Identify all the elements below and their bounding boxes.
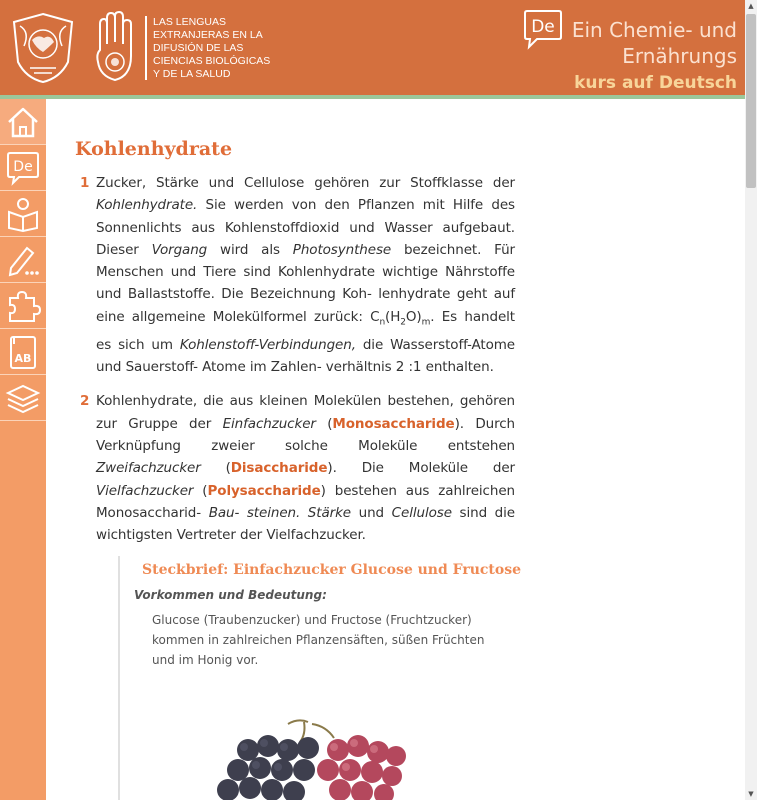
text: ( xyxy=(193,482,208,499)
nav-exercises[interactable] xyxy=(0,283,46,329)
text: Kohlenhydrate, die aus kleinen Molekülen bestehen, gehören zur Gruppe der xyxy=(96,393,515,432)
page-title: Kohlenhydrate xyxy=(75,138,233,160)
institution-line: CIENCIAS BIOLÓGICAS xyxy=(153,55,271,67)
reading-icon xyxy=(5,196,41,232)
subscript: 2 xyxy=(400,317,406,328)
paragraph-number: 2 xyxy=(80,393,90,410)
de-badge-text: De xyxy=(531,17,555,37)
nav-de-label: De xyxy=(13,158,33,175)
logo-divider xyxy=(145,16,147,80)
paragraph-2 xyxy=(75,390,515,546)
nav-writing[interactable] xyxy=(0,237,46,283)
fact-card xyxy=(118,556,520,800)
text: sind die wichtigsten Vertreter der Vielfachzucker. xyxy=(96,504,515,544)
hand-logo[interactable] xyxy=(92,10,138,84)
nav-workbook[interactable] xyxy=(0,329,46,375)
scroll-down-arrow-icon[interactable]: ▼ xyxy=(748,790,754,798)
sidebar-nav xyxy=(0,99,46,800)
nav-de[interactable] xyxy=(0,145,46,191)
stack-icon xyxy=(5,380,41,416)
scrollbar-thumb[interactable] xyxy=(746,14,756,188)
course-subtitle: kurs auf Deutsch xyxy=(574,73,737,93)
term: Vorgang xyxy=(151,241,208,258)
text: Sie werden von den Pflanzen mit Hilfe des Sonnenlichts aus Kohlenstoffdioxid und Wasser aufgebaut. Dieser xyxy=(96,197,515,258)
text: ( xyxy=(315,415,333,432)
text: die Wasserstoff-Atome und Sauerstoff- Atome im Zahlen- verhältnis 2 :1 enthalten. xyxy=(96,336,516,376)
term: Photosynthese xyxy=(292,241,392,258)
paragraph-number: 1 xyxy=(80,175,90,191)
text: O) xyxy=(405,308,422,325)
term: Cellulose xyxy=(391,504,452,521)
term: Zweifachzucker xyxy=(96,460,201,477)
nav-ab-label: AB xyxy=(14,351,32,365)
site-header xyxy=(0,0,745,95)
term: Bau- steinen. Stärke xyxy=(208,504,352,521)
nav-materials[interactable] xyxy=(0,375,46,421)
main-content xyxy=(75,138,515,558)
puzzle-icon xyxy=(5,288,41,324)
de-speech-bubble-icon xyxy=(523,8,563,50)
institution-line: LAS LENGUAS xyxy=(153,16,226,28)
text: ) bestehen aus zahlreichen Monosaccharid- xyxy=(96,482,515,521)
glossary-link-polysaccharide[interactable]: Polysaccharide xyxy=(207,482,321,499)
course-title-line-1: Ein Chemie- und xyxy=(571,18,737,42)
subscript: n xyxy=(379,317,386,328)
institution-line: Y DE LA SALUD xyxy=(153,68,231,80)
course-title-line-2: Ernährungs xyxy=(622,44,737,68)
text: ). Durch Verknüpfung zweier solche Moleküle entstehen xyxy=(96,415,515,454)
grapes-image xyxy=(208,716,428,800)
text: . Es handelt es sich um xyxy=(96,308,515,353)
vertical-scrollbar[interactable] xyxy=(745,0,757,800)
text: und xyxy=(351,504,392,521)
term: Kohlenhydrate. xyxy=(96,197,198,214)
scroll-up-arrow-icon[interactable]: ▲ xyxy=(748,2,754,10)
ab-book-icon xyxy=(5,334,41,370)
institution-name xyxy=(153,16,283,81)
institution-line: DIFUSIÓN DE LAS xyxy=(153,42,244,54)
nav-reading[interactable] xyxy=(0,191,46,237)
text: Zucker, Stärke und Cellulose gehören zur Stoffklasse der xyxy=(96,175,515,191)
text: bezeichnet. Für Menschen und Tiere sind Kohlenhydrate wichtige Nährstoffe und Ballaststoffe. Die Bezeichnung Koh- lenhydrate geht auf eine allgemeine Molekülformel zurück: C xyxy=(96,241,516,325)
de-language-icon xyxy=(5,150,41,186)
nav-home[interactable] xyxy=(0,99,46,145)
term: Vielfachzucker xyxy=(96,482,194,499)
subscript: m xyxy=(421,317,431,328)
fact-card-subtitle: Vorkommen und Bedeutung: xyxy=(134,588,327,602)
fact-card-title: Steckbrief: Einfachzucker Glucose und Fructose xyxy=(142,562,522,578)
glossary-link-monosaccharide[interactable]: Monosaccharide xyxy=(332,415,455,432)
term: Einfachzucker xyxy=(222,415,316,432)
header-accent-line xyxy=(0,95,745,99)
text: ( xyxy=(200,460,231,477)
text: wird als xyxy=(207,241,293,258)
text: ). Die Moleküle der xyxy=(327,460,515,477)
text: (H xyxy=(385,308,401,325)
home-icon xyxy=(5,104,41,140)
unam-logo[interactable] xyxy=(10,12,76,84)
pencil-icon xyxy=(5,242,41,278)
paragraph-1 xyxy=(75,172,515,378)
institution-line: EXTRANJERAS EN LA xyxy=(153,29,263,41)
term: Kohlenstoff-Verbindungen, xyxy=(179,336,356,353)
fact-card-text: Glucose (Traubenzucker) und Fructose (Fruchtzucker) kommen in zahlreichen Pflanzensäften, süßen Früchten und im Honig vor. xyxy=(152,613,485,667)
glossary-link-disaccharide[interactable]: Disaccharide xyxy=(230,460,328,477)
